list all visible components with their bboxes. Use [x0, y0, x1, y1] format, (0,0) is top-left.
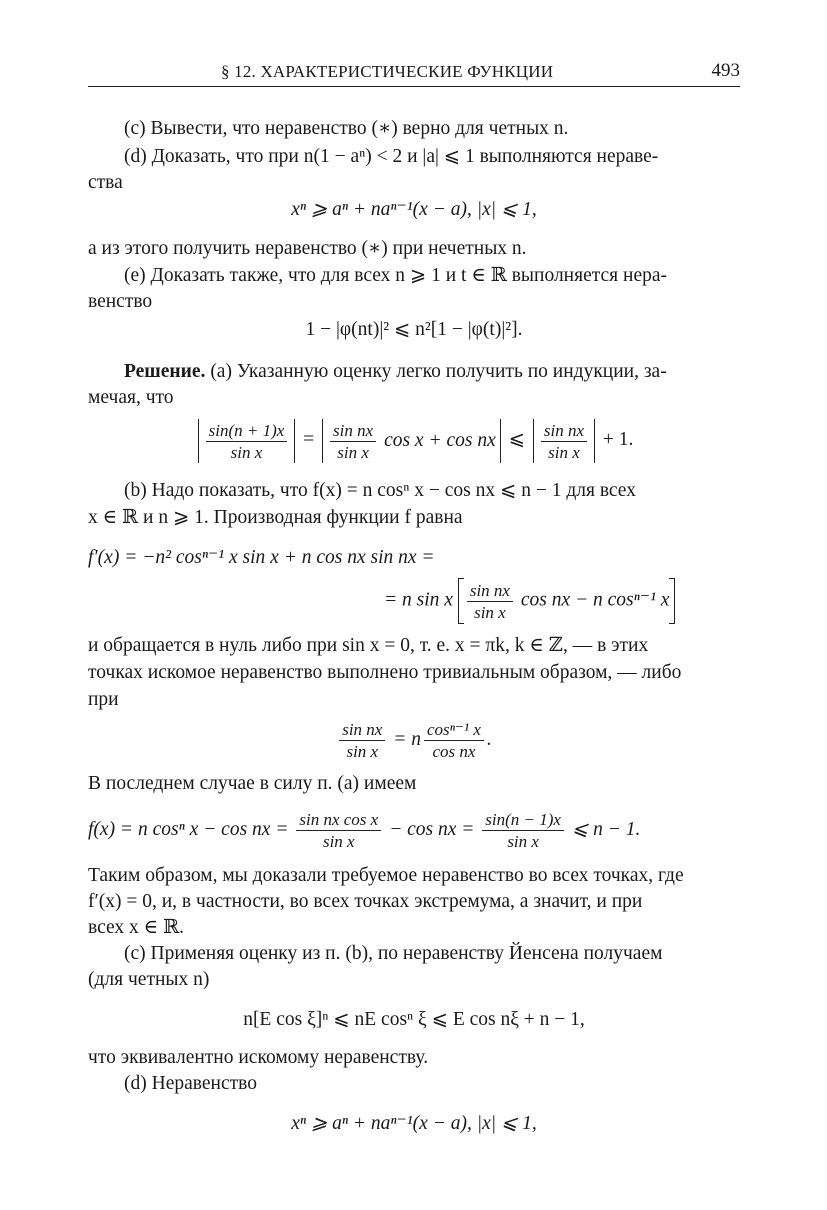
text-line: всех x ∈ ℝ. [88, 917, 185, 938]
text-line: (c) Применяя оценку из п. (b), по неравенству Йенсена получаем [124, 943, 663, 964]
text-line: f′(x) = 0, и, в частности, во всех точках экстремума, а значит, и при [88, 891, 643, 912]
solution-label: Решение. [124, 361, 206, 382]
text-line: венство [88, 291, 153, 312]
fraction: $\frac{\text{sin nx}}{\text{sin x}}$ [541, 420, 587, 463]
equation: f(x) = n cosⁿ x − cos nx = $\frac{\text{sin nx cos x}}{\text{sin x}}$ − cos nx = $\frac{\sin(n - 1)x}{\text{sin x}}$ ⩽ n − 1. [88, 810, 641, 852]
page-number: 493 [711, 60, 740, 81]
fraction: $\frac{\text{sin nx cos x}}{\text{sin x}}$ [296, 809, 381, 852]
equation: 1 − |φ(nt)|² ⩽ n²[1 − |φ(t)|²]. [305, 319, 523, 340]
fraction: $\frac{\text{sin nx}}{\text{sin x}}$ [467, 580, 513, 623]
text-line: (для четных n) [88, 969, 210, 990]
equation: n[E cos ξ]ⁿ ⩽ nE cosⁿ ξ ⩽ E cos nξ + n − 1, [243, 1009, 585, 1030]
text-line: ства [88, 172, 123, 193]
text-line: при [88, 689, 119, 710]
equation: xⁿ ⩾ aⁿ + naⁿ⁻¹(x − a), |x| ⩽ 1, [291, 199, 537, 220]
fraction: $\frac{\sin(n - 1)x}{\text{sin x}}$ [482, 809, 564, 852]
text-line: (b) Надо показать, что f(x) = n cosⁿ x − cos nx ⩽ n − 1 для всех [124, 480, 636, 501]
fraction: $\frac{\text{sin nx}}{\text{sin x}}$ [339, 719, 385, 762]
equation: $\frac{\sin(n + 1)x}{\text{sin x}}$ = $\frac{\text{sin nx}}{\text{sin x}}$ cos x + cos nx ⩽ $\frac{\text{sin nx}}{\text{sin x}}$ + 1. [88, 418, 740, 463]
text-line: (c) Вывести, что неравенство (∗) верно для четных n. [124, 118, 569, 139]
equation: f′(x) = −n² cosⁿ⁻¹ x sin x + n cos nx sin nx = [88, 547, 435, 568]
text-line: (d) Доказать, что при n(1 − aⁿ) < 2 и |a| ⩽ 1 выполняются нераве- [124, 146, 659, 167]
text-line: мечая, что [88, 387, 174, 408]
bracket [458, 578, 464, 624]
text-line: x ∈ ℝ и n ⩾ 1. Производная функции f равна [88, 507, 463, 528]
abs-value [533, 419, 595, 463]
bracket [669, 578, 675, 624]
equation: $\frac{\text{sin nx}}{\text{sin x}}$ = n $\frac{\text{cosⁿ⁻¹ x}}{\text{cos nx}}$ . [88, 718, 740, 762]
text-line: что эквивалентно искомому неравенству. [88, 1047, 429, 1068]
text-line: В последнем случае в силу п. (a) имеем [88, 773, 417, 794]
fraction: $\frac{\text{cosⁿ⁻¹ x}}{\text{cos nx}}$ [424, 719, 484, 762]
text-line [124, 360, 667, 384]
running-header [88, 56, 740, 87]
text-line: Таким образом, мы доказали требуемое неравенство во всех точках, где [88, 865, 684, 886]
text-line: точках искомое неравенство выполнено тривиальным образом, — либо [88, 662, 682, 683]
text-line: а из этого получить неравенство (∗) при нечетных n. [88, 238, 527, 259]
text-line: (e) Доказать также, что для всех n ⩾ 1 и t ∈ ℝ выполняется нера- [124, 265, 667, 286]
text-line: (d) Неравенство [124, 1073, 257, 1094]
equation: = n sin x $\frac{\text{sin nx}}{\text{sin x}}$ cos nx − n cosⁿ⁻¹ x [384, 578, 675, 624]
abs-value: $\frac{\text{sin nx}}{\text{sin x}}$ cos x + cos nx [322, 419, 501, 463]
text-span: (a) Указанную оценку легко получить по индукции, за- [205, 361, 667, 382]
fraction: $\frac{\text{sin nx}}{\text{sin x}}$ [330, 420, 376, 463]
section-title: § 12. ХАРАКТЕРИСТИЧЕСКИЕ ФУНКЦИИ [221, 62, 554, 81]
text-line: и обращается в нуль либо при sin x = 0, т. е. x = πk, k ∈ ℤ, — в этих [88, 635, 649, 656]
abs-value [198, 419, 296, 463]
fraction: $\frac{\sin(n + 1)x}{\text{sin x}}$ [206, 420, 288, 463]
equation: xⁿ ⩾ aⁿ + naⁿ⁻¹(x − a), |x| ⩽ 1, [291, 1113, 537, 1134]
